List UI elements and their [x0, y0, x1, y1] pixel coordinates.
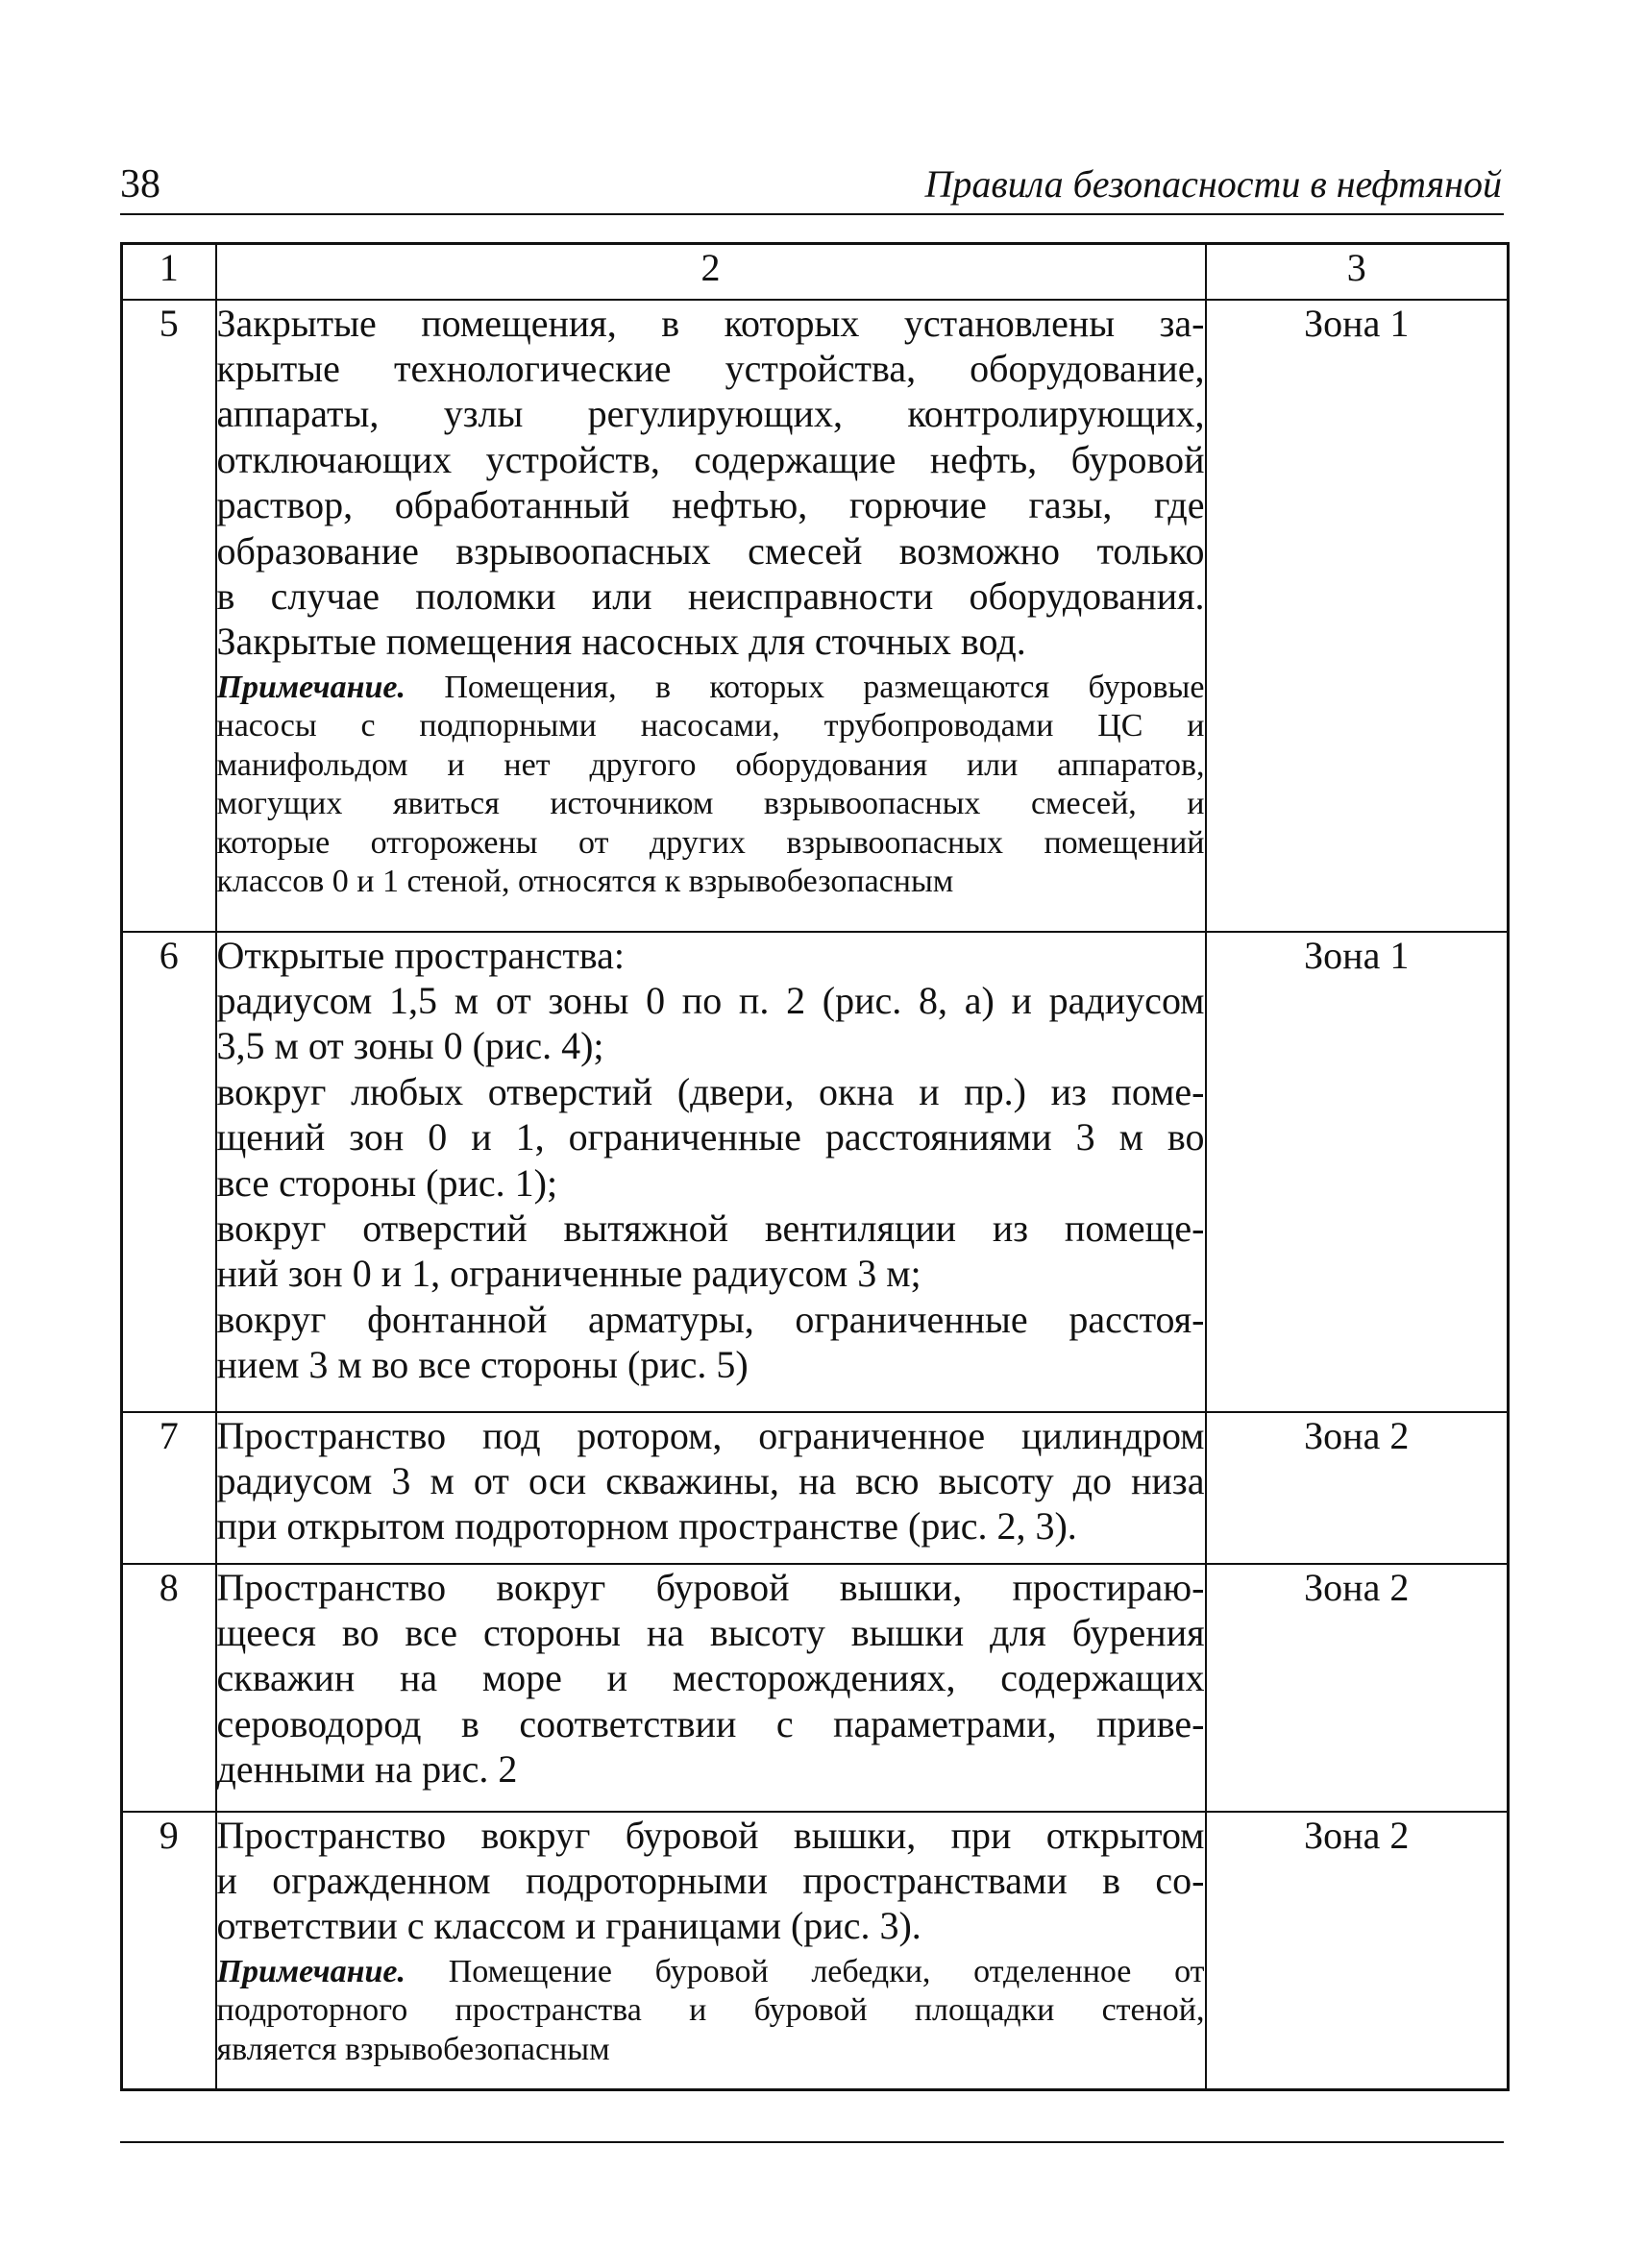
row-number: 9 [122, 1812, 216, 2090]
text-line: Пространство вокруг буровой вышки, простираю- [216, 1565, 1205, 1609]
note-line: манифольдом и нет другого оборудования или аппаратов, [216, 746, 1205, 783]
text-line: Открытые пространства: [216, 933, 626, 977]
column-number-1: 1 [122, 244, 216, 300]
text-line: в случае поломки или неисправности оборудования. [216, 573, 1205, 618]
row-description [216, 1412, 1206, 1564]
text-line: ний зон 0 и 1, ограниченные радиусом 3 м; [216, 1252, 921, 1296]
note-label: Примечание. [216, 1953, 406, 1989]
text-line: Закрытые помещения насосных для сточных вод. [216, 620, 1026, 664]
text-line: образование взрывоопасных смесей возможно только [216, 528, 1205, 573]
text-line: вокруг фонтанной арматуры, ограниченные расстоя- [216, 1297, 1205, 1341]
text-line: радиусом 3 м от оси скважины, на всю высоту до низа [216, 1458, 1205, 1502]
row-note [217, 669, 1205, 902]
text-line: аппараты, узлы регулирующих, контролирующих, [216, 392, 1205, 436]
table-row [122, 1564, 1509, 1812]
note-line: могущих явиться источником взрывоопасных смесей, и [216, 786, 1205, 822]
text-line: все стороны (рис. 1); [216, 1160, 558, 1205]
header-rule [120, 213, 1504, 215]
table-row [122, 1412, 1509, 1564]
text-line: 3,5 м от зоны 0 (рис. 4); [216, 1024, 604, 1068]
text-line: и огражденном подроторными пространствами в со- [216, 1858, 1205, 1902]
page-number: 38 [120, 162, 160, 207]
text-line: крытые технологические устройства, оборудование, [216, 346, 1205, 390]
text-line: щений зон 0 и 1, ограниченные расстояниями 3 м во [216, 1115, 1205, 1159]
table-row [122, 1812, 1509, 2090]
column-number-2: 2 [216, 244, 1206, 300]
text-line: Пространство вокруг буровой вышки, при открытом [216, 1813, 1205, 1857]
row-description [216, 932, 1206, 1412]
text-line: отключающих устройств, содержащие нефть, буровой [216, 437, 1205, 481]
note-label: Примечание. [216, 669, 406, 705]
table-header-row [122, 244, 1509, 300]
row-number: 7 [122, 1412, 216, 1564]
note-line: которые отгорожены от других взрывоопасных помещений [216, 824, 1205, 861]
table-row [122, 300, 1509, 932]
column-number-3: 3 [1206, 244, 1509, 300]
text-line: нием 3 м во все стороны (рис. 5) [216, 1343, 749, 1387]
note-line: Помещения, в которых размещаются буровые [405, 669, 1205, 705]
row-zone: Зона 1 [1206, 300, 1509, 932]
text-line: Пространство под ротором, ограниченное цилиндром [216, 1413, 1205, 1457]
row-zone: Зона 2 [1206, 1564, 1509, 1812]
text-line: скважин на море и месторождениях, содержащих [216, 1656, 1205, 1700]
footer-rule [120, 2141, 1504, 2143]
note-line: насосы с подпорными насосами, трубопроводами ЦС и [216, 708, 1205, 744]
text-line: раствор, обработанный нефтью, горючие газы, где [216, 483, 1205, 527]
row-zone: Зона 1 [1206, 932, 1509, 1412]
zone-classification-table [120, 242, 1510, 2091]
row-number: 5 [122, 300, 216, 932]
text-line: вокруг отверстий вытяжной вентиляции из помеще- [216, 1206, 1205, 1250]
note-line: Помещение буровой лебедки, отделенное от [405, 1953, 1205, 1989]
text-line: ответствии с классом и границами (рис. 3). [216, 1904, 921, 1948]
text-line: Закрытые помещения, в которых установлены за- [216, 301, 1205, 345]
row-note [217, 1953, 1205, 2070]
note-line: классов 0 и 1 стеной, относятся к взрывобезопасным [216, 864, 954, 900]
table-row [122, 932, 1509, 1412]
text-line: щееся во все стороны на высоту вышки для бурения [216, 1610, 1205, 1654]
row-zone: Зона 2 [1206, 1812, 1509, 2090]
running-title: Правила безопасности в нефтяной [924, 162, 1502, 206]
row-description [216, 300, 1206, 932]
text-line: сероводород в соответствии с параметрами, приве- [216, 1701, 1205, 1745]
note-line: является взрывобезопасным [216, 2031, 610, 2067]
text-line: при открытом подроторном пространстве (рис. 2, 3). [216, 1504, 1077, 1549]
row-zone: Зона 2 [1206, 1412, 1509, 1564]
text-line: денными на рис. 2 [216, 1747, 518, 1792]
text-line: радиусом 1,5 м от зоны 0 по п. 2 (рис. 8, а) и радиусом [216, 978, 1205, 1022]
note-line: подроторного пространства и буровой площадки стеной, [216, 1992, 1205, 2029]
row-description [216, 1812, 1206, 2090]
text-line: вокруг любых отверстий (двери, окна и пр.) из поме- [216, 1069, 1205, 1113]
row-number: 8 [122, 1564, 216, 1812]
row-description [216, 1564, 1206, 1812]
row-number: 6 [122, 932, 216, 1412]
